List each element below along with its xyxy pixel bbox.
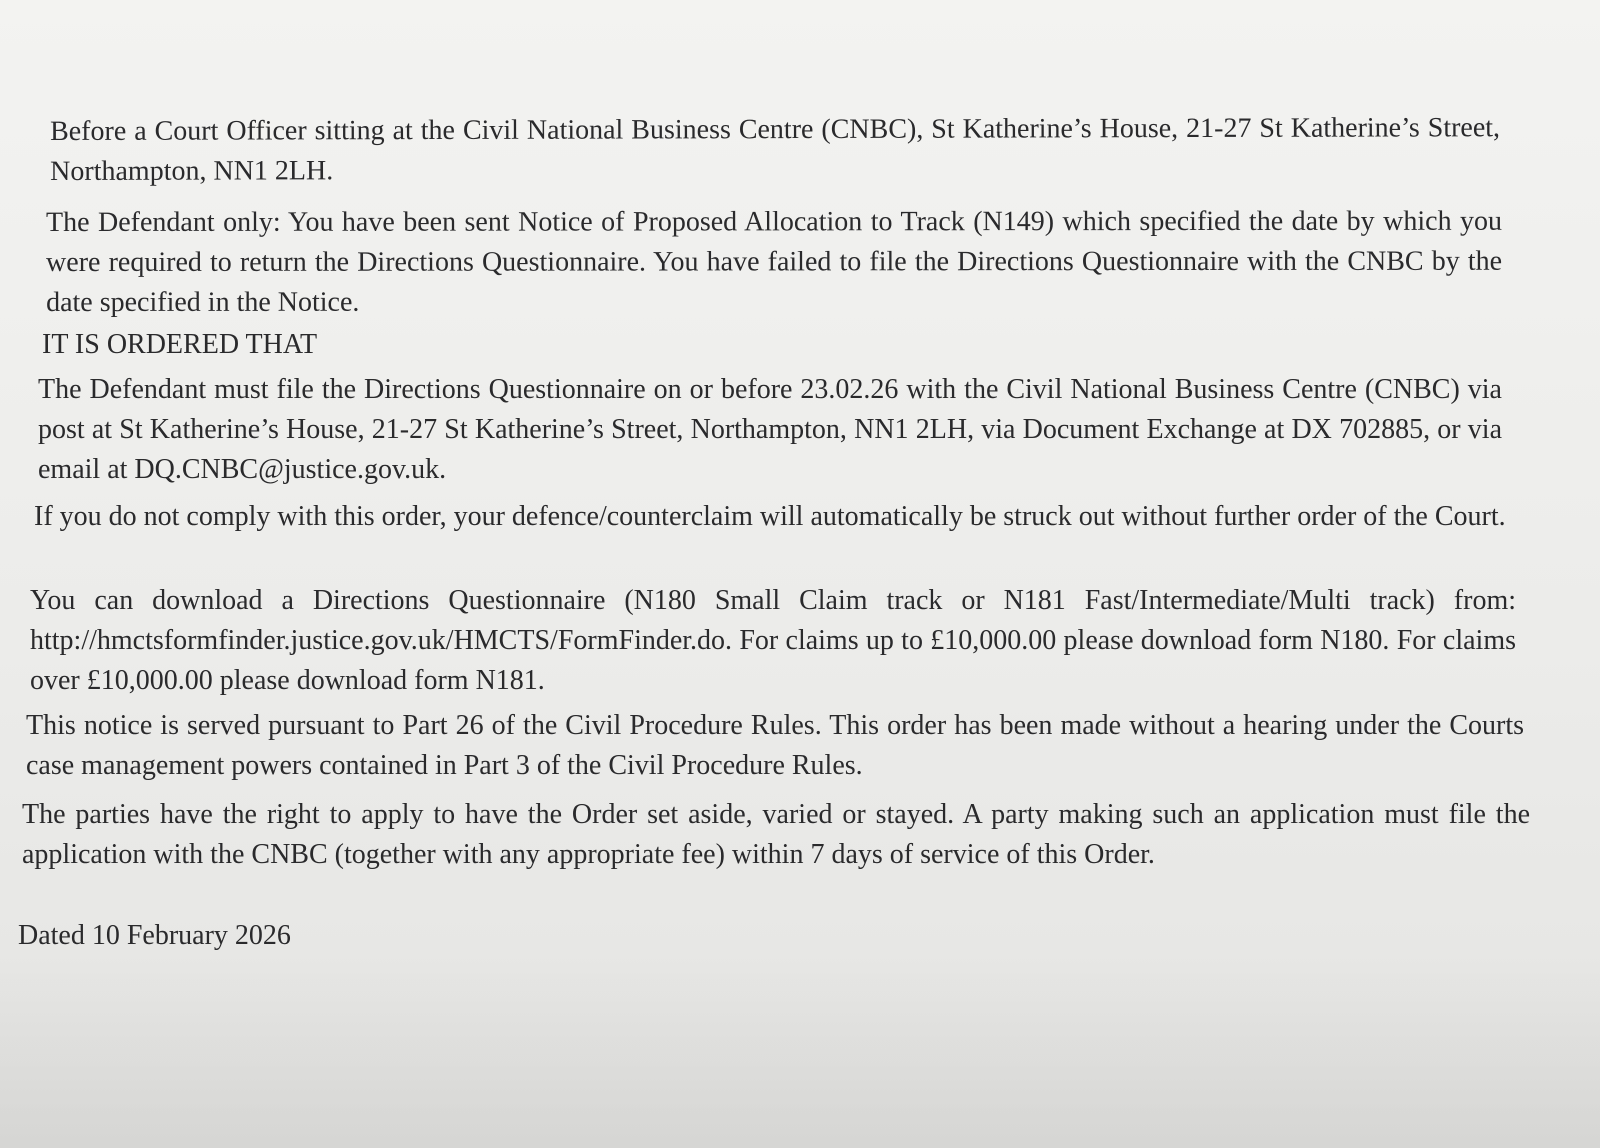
non-compliance-paragraph: If you do not comply with this order, your defence/counterclaim will automatically be struck out without further order of the Court. [34,501,1506,532]
download-info-paragraph: You can download a Directions Questionnaire (N180 Small Claim track or N181 Fast/Intermediate/Multi track) from: http://hmctsformfinder.justice.gov.uk/HMCTS/FormFinder.do. For claims up to £10,000.00 please download form N180. For claims over £10,000.00 please download form N181. [30,585,1516,696]
ordered-heading: IT IS ORDERED THAT [42,329,318,360]
parties-right-paragraph: The parties have the right to apply to have the Order set aside, varied or stayed. A party making such an application must file the application with the CNBC (together with any appropriate fee) within 7 days of service of this Order. [22,799,1530,870]
paper-shadow [0,958,1600,1148]
defendant-notice-paragraph: The Defendant only: You have been sent Notice of Proposed Allocation to Track (N149) which specified the date by which you were required to return the Directions Questionnaire. You have failed to file the Directions Questionnaire with the CNBC by the date specified in the Notice. [46,205,1503,318]
served-pursuant-paragraph: This notice is served pursuant to Part 26 of the Civil Procedure Rules. This order has been made without a hearing under the Courts case management powers contained in Part 3 of the Civil Procedure Rules. [26,710,1524,781]
dated-line: Dated 10 February 2026 [18,920,291,951]
court-officer-paragraph: Before a Court Officer sitting at the Civil National Business Centre (CNBC), St Katherine’s House, 21-27 St Katherine’s Street, Northampton, NN1 2LH. [50,112,1501,187]
filing-order-paragraph: The Defendant must file the Directions Questionnaire on or before 23.02.26 with the Civil National Business Centre (CNBC) via post at St Katherine’s House, 21-27 St Katherine’s Street, Northampton, NN1 2LH, via Document Exchange at DX 702885, or via email at DQ.CNBC@justice.gov.uk. [38,374,1502,485]
